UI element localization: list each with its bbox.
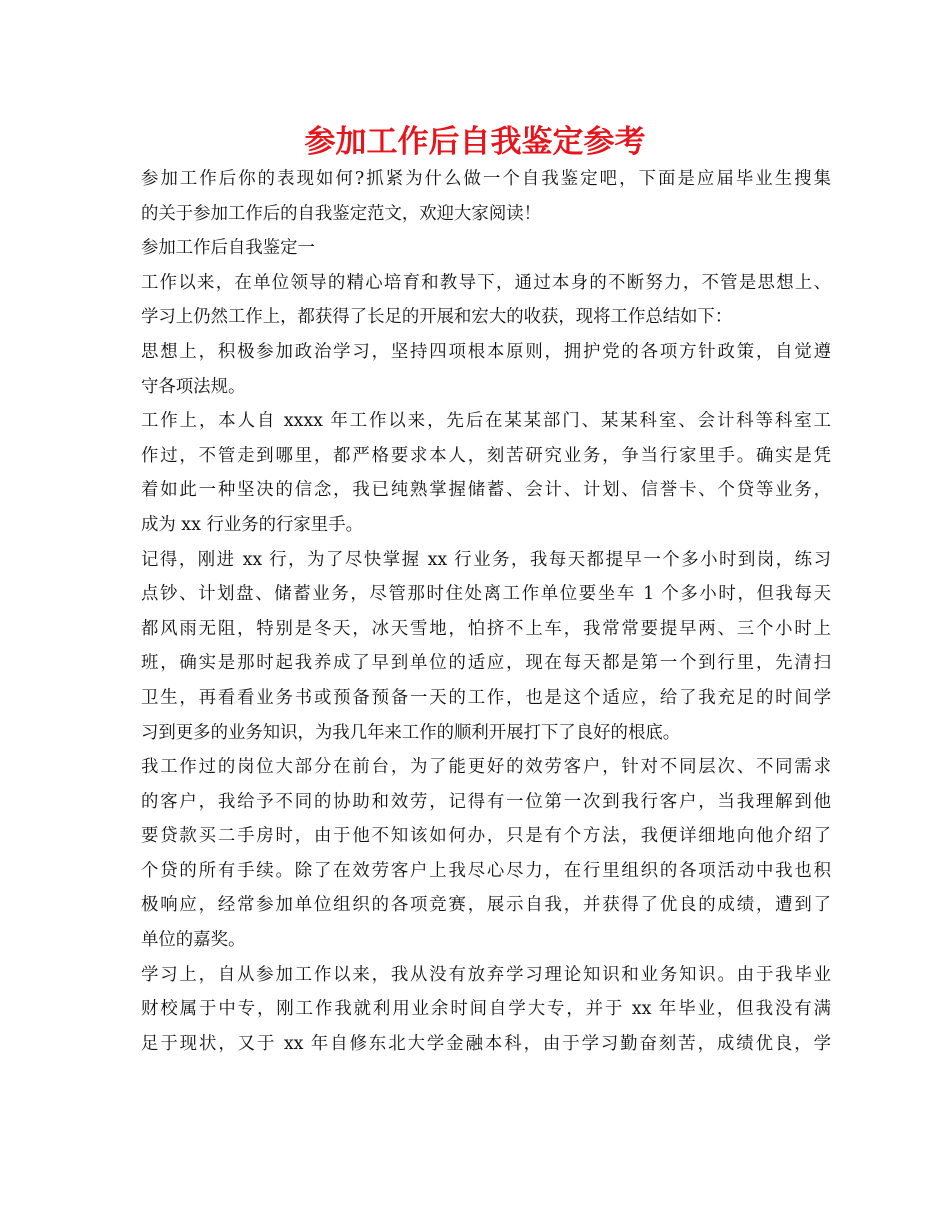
document-body [141, 162, 831, 1061]
text-line: 足于现状，又于 xx 年自修东北大学金融本科，由于学习勤奋刻苦，成绩优良，学 [141, 1033, 831, 1054]
text-line: 财校属于中专，刚工作我就利用业余时间自学大专，并于 xx 年毕业，但我没有满 [141, 999, 831, 1020]
text-line: 单位的嘉奖。 [141, 930, 246, 951]
text-line: 习到更多的业务知识，为我几年来工作的顺利开展打下了良好的根底。 [141, 722, 681, 743]
text-line: 工作以来，在单位领导的精心培育和教导下，通过本身的不断努力，不管是思想上、 [141, 272, 831, 293]
text-line: 记得，刚进 xx 行，为了尽快掌握 xx 行业务，我每天都提早一个多小时到岗，练习 [141, 549, 831, 570]
text-line: 都风雨无阻，特别是冬天，冰天雪地，怕挤不上车，我常常要提早两、三个小时上 [141, 618, 831, 639]
text-line: 守各项法规。 [141, 376, 246, 397]
text-line: 参加工作后自我鉴定一 [141, 238, 315, 259]
text-line: 学习上，自从参加工作以来，我从没有放弃学习理论知识和业务知识。由于我毕业 [141, 964, 831, 985]
text-line: 班，确实是那时起我养成了早到单位的适应，现在每天都是第一个到行里，先清扫 [141, 653, 831, 674]
text-line: 的关于参加工作后的自我鉴定范文，欢迎大家阅读！ [141, 203, 541, 224]
text-line: 点钞、计划盘、储蓄业务，尽管那时住处离工作单位要坐车 1 个多小时，但我每天 [141, 584, 831, 605]
text-line: 参加工作后你的表现如何?抓紧为什么做一个自我鉴定吧，下面是应届毕业生搜集 [141, 169, 831, 189]
text-line: 极响应，经常参加单位组织的各项竞赛，展示自我，并获得了优良的成绩，遭到了 [141, 895, 831, 916]
text-line: 作过，不管走到哪里，都严格要求本人，刻苦研究业务，争当行家里手。确实是凭 [141, 445, 831, 466]
text-line: 着如此一种坚决的信念，我已纯熟掌握储蓄、会计、计划、信誉卡、个贷等业务， [141, 480, 831, 501]
text-line: 的客户，我给予不同的协助和效劳，记得有一位第一次到我行客户，当我理解到他 [141, 791, 831, 812]
text-line: 个贷的所有手续。除了在效劳客户上我尽心尽力，在行里组织的各项活动中我也积 [141, 860, 831, 881]
text-line: 工作上，本人自 xxxx 年工作以来，先后在某某部门、某某科室、会计科等科室工 [141, 411, 831, 432]
text-line: 我工作过的岗位大部分在前台，为了能更好的效劳客户，针对不同层次、不同需求 [141, 757, 831, 778]
text-line: 要贷款买二手房时，由于他不知该如何办，只是有个方法，我便详细地向他介绍了 [141, 826, 831, 847]
text-line: 卫生，再看看业务书或预备预备一天的工作，也是这个适应，给了我充足的时间学 [141, 687, 831, 708]
text-line: 学习上仍然工作上，都获得了长足的开展和宏大的收获，现将工作总结如下： [141, 307, 733, 328]
text-line: 成为 xx 行业务的行家里手。 [141, 514, 363, 535]
page-title: 参加工作后自我鉴定参考 [304, 124, 646, 160]
text-line: 思想上，积极参加政治学习，坚持四项根本原则，拥护党的各项方针政策，自觉遵 [141, 341, 831, 362]
